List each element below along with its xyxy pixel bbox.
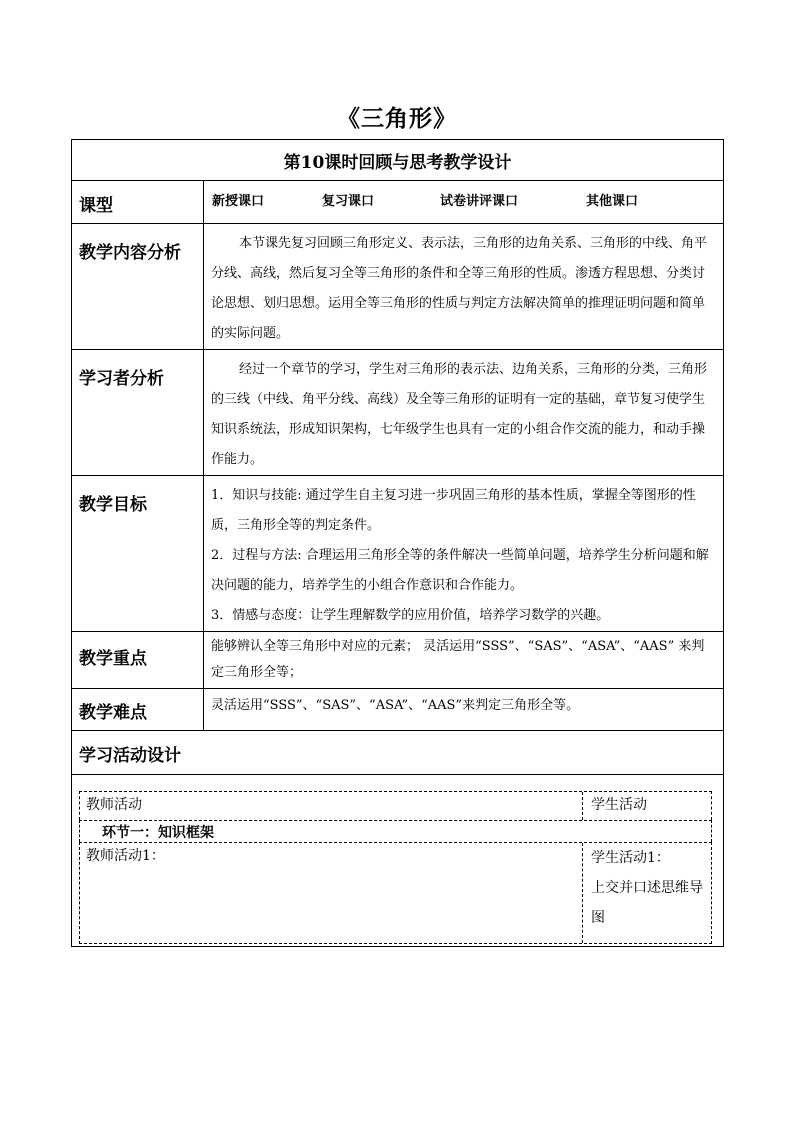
learner-analysis-text: 经过一个章节的学习，学生对三角形的表示法、边角关系，三角形的分类，三角形的三线（中线、角平分线、高线）及全等三角形的证明有一定的基础，章节复习使学生知识系统法，形成知识架构，七年级学生也具有一定的小组合作交流的能力，和动手操作能力。 <box>204 350 724 476</box>
key-points-label: 教学重点 <box>72 632 204 689</box>
difficulties-label: 教学难点 <box>72 689 204 731</box>
key-points-text: 能够辨认全等三角形中对应的元素； 灵活运用“SSS”、“SAS”、“ASA”、“AAS” 来判定三角形全等； <box>204 632 724 689</box>
lesson-plan-table <box>71 139 724 947</box>
key-points-row <box>72 632 724 689</box>
content-analysis-label: 教学内容分析 <box>72 224 204 350</box>
goal-item-knowledge: 1．知识与技能: 通过学生自主复习进一步巩固三角形的基本性质，掌握全等图形的性质，三角形全等的判定条件。 <box>211 488 696 533</box>
content-analysis-row <box>72 224 724 350</box>
activity-header-row <box>79 791 712 820</box>
learner-analysis-row <box>72 350 724 476</box>
activity-design-cell <box>72 775 724 947</box>
difficulties-row <box>72 689 724 731</box>
goals-list <box>204 476 724 632</box>
activity-design-label: 学习活动设计 <box>72 731 724 775</box>
teacher-activity-1-label: 教师活动1： <box>86 848 165 864</box>
teacher-activity-header: 教师活动 <box>80 792 583 820</box>
student-activity-1-label: 学生活动1： <box>591 850 670 866</box>
activity-design-title-row <box>72 731 724 775</box>
activity-inner-table <box>79 791 712 944</box>
difficulties-text: 灵活运用“SSS”、“SAS”、“ASA”、“AAS”来判定三角形全等。 <box>204 689 724 731</box>
student-activity-1-text: 上交并口述思维导图 <box>591 880 703 926</box>
lesson-type-option-exam-review[interactable]: 试卷讲评课口 <box>440 194 519 209</box>
activity-design-row <box>72 775 724 947</box>
lesson-type-option-other[interactable]: 其他课口 <box>586 194 639 209</box>
teacher-activity-1 <box>80 843 583 943</box>
lesson-type-label: 课型 <box>72 181 204 224</box>
goals-row <box>72 476 724 632</box>
student-activity-header: 学生活动 <box>591 797 647 813</box>
lesson-type-option-new[interactable]: 新授课口 <box>212 194 265 209</box>
goals-label: 教学目标 <box>72 476 204 632</box>
document-title: 《三角形》 <box>337 105 457 132</box>
activity-body-row <box>79 842 712 944</box>
table-header-row <box>72 140 724 181</box>
student-activity-1 <box>583 843 711 943</box>
activity-section-title: 环节一：知识框架 <box>79 820 712 842</box>
goal-item-process: 2．过程与方法: 合理运用三角形全等的条件解决一些简单问题，培养学生分析问题和解决问题的能力，培养学生的小组合作意识和合作能力。 <box>211 548 709 593</box>
lesson-type-option-review[interactable]: 复习课口 <box>322 194 375 209</box>
lesson-header: 第10课时回顾与思考教学设计 <box>72 140 724 181</box>
lesson-type-options <box>204 181 724 224</box>
goal-item-attitude: 3．情感与态度：让学生理解数学的应用价值，培养学习数学的兴趣。 <box>211 608 610 623</box>
learner-analysis-label: 学习者分析 <box>72 350 204 476</box>
content-analysis-text: 本节课先复习回顾三角形定义、表示法，三角形的边角关系、三角形的中线、角平分线、高线，然后复习全等三角形的条件和全等三角形的性质。渗透方程思想、分类讨论思想、划归思想。运用全等三角形的性质与判定方法解决简单的推理证明问题和简单的实际问题。 <box>204 224 724 350</box>
lesson-type-row <box>72 181 724 224</box>
